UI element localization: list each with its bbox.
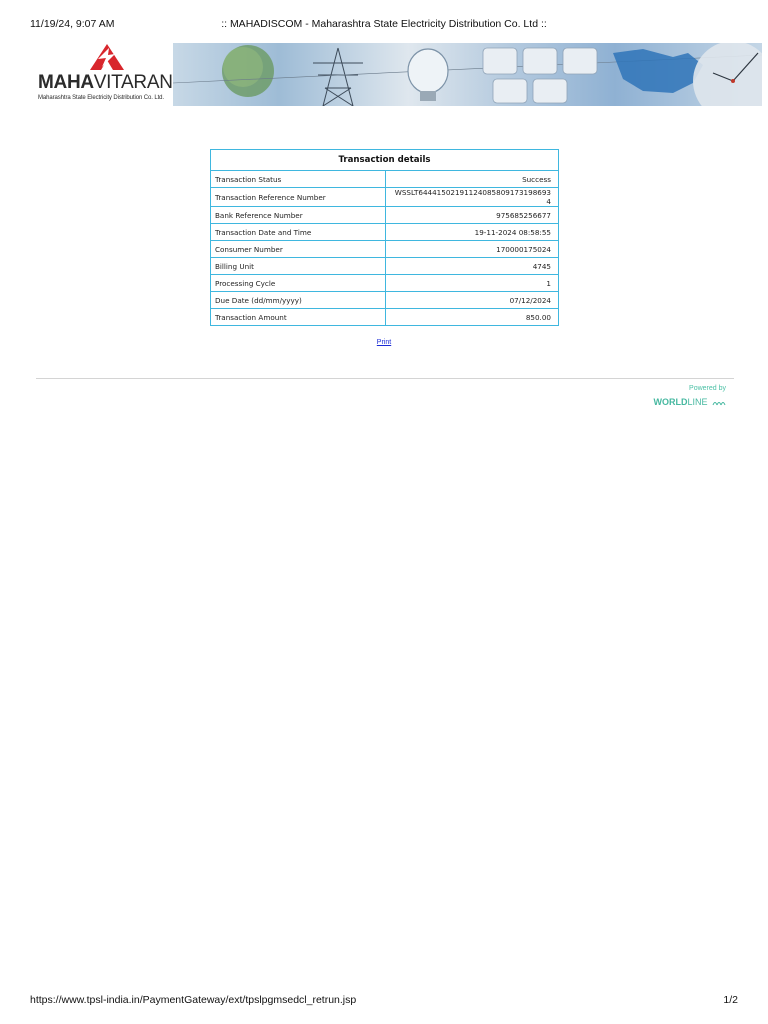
divider [36,378,734,379]
powered-by-label: Powered by [689,385,726,392]
row-label: Transaction Status [211,171,386,188]
row-label: Due Date (dd/mm/yyyy) [211,292,386,309]
table-row [211,188,559,207]
table-row [211,275,559,292]
logo-wordmark [38,73,173,93]
row-label: Transaction Reference Number [211,188,386,207]
print-page-title: :: MAHADISCOM - Maharashtra State Electricity Distribution Co. Ltd :: [221,18,547,30]
transaction-details-table [210,149,559,326]
bank-reference-value: 975685256677 [386,207,559,224]
table-row [211,241,559,258]
billing-unit-value: 4745 [386,258,559,275]
row-label: Transaction Amount [211,309,386,326]
row-label: Consumer Number [211,241,386,258]
logo-vitaran: VITARAN [93,72,173,93]
row-label: Transaction Date and Time [211,224,386,241]
print-datetime: 11/19/24, 9:07 AM [30,18,115,30]
banner-image [173,43,762,106]
transaction-reference-value: WSSLT64441502191124085809173198693 4 [386,188,559,207]
transaction-details-heading: Transaction details [211,150,559,171]
site-banner [36,43,762,106]
logo-maha: MAHA [38,72,94,93]
worldline-logo [653,397,726,407]
worldline-brand-light: LINE [687,397,708,407]
worldline-waves-icon [712,399,726,406]
row-label: Billing Unit [211,258,386,275]
worldline-brand-bold: WORLD [653,397,688,407]
consumer-number-value: 170000175024 [386,241,559,258]
table-row [211,207,559,224]
table-row [211,292,559,309]
logo-subtitle: Maharashtra State Electricity Distribution Co. Ltd. [38,95,164,101]
page-number: 1/2 [723,994,738,1006]
table-row [211,309,559,326]
table-row [211,171,559,188]
table-row [211,224,559,241]
print-link[interactable]: Print [376,339,392,346]
due-date-value: 07/12/2024 [386,292,559,309]
table-row [211,258,559,275]
transaction-datetime-value: 19-11-2024 08:58:55 [386,224,559,241]
mahavitaran-logo [36,43,172,106]
row-label: Bank Reference Number [211,207,386,224]
row-label: Processing Cycle [211,275,386,292]
transaction-status-value: Success [386,171,559,188]
lightning-logo-icon [84,43,130,73]
processing-cycle-value: 1 [386,275,559,292]
transaction-amount-value: 850.00 [386,309,559,326]
print-url: https://www.tpsl-india.in/PaymentGateway/ext/tpslpgmsedcl_retrun.jsp [30,994,357,1006]
